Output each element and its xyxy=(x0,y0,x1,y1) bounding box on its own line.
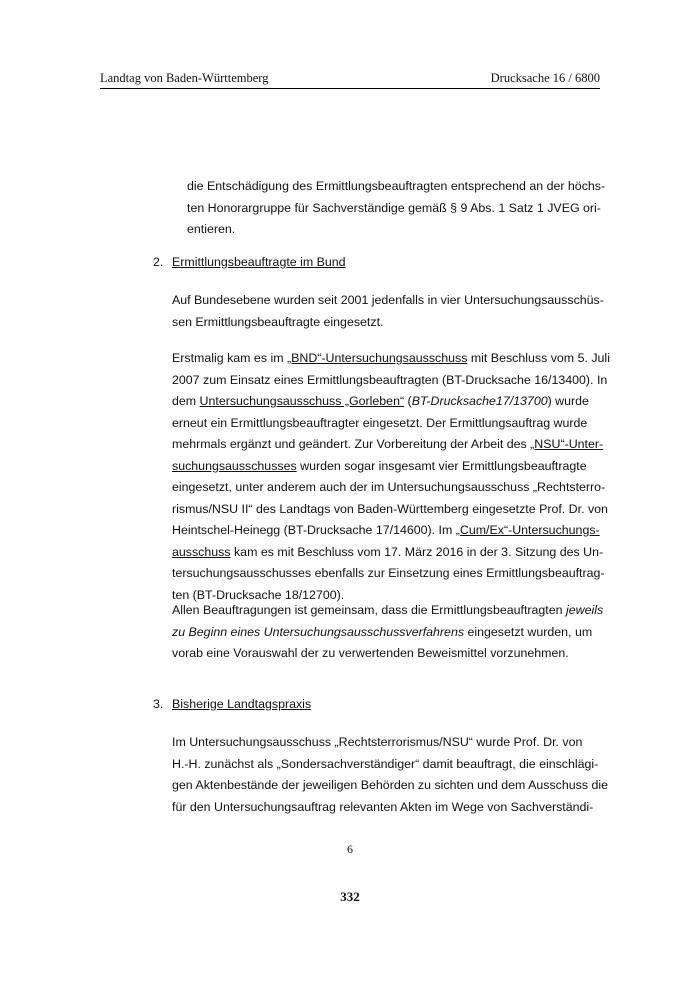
text-line: 2007 zum Einsatz eines Ermittlungsbeauftragten (BT-Drucksache 16/13400). In xyxy=(172,372,608,387)
paragraph-3 xyxy=(172,348,610,606)
text-line: ten Honorargruppe für Sachverständige gemäß § 9 Abs. 1 Satz 1 JVEG ori- xyxy=(187,200,601,215)
page-header xyxy=(100,71,600,89)
text-line: H.-H. zunächst als „Sondersachverständiger“ damit beauftragt, die einschlägi- xyxy=(172,756,599,771)
text-line: gen Aktenbestände der jeweiligen Behörden zu sichten und dem Ausschuss die xyxy=(172,778,609,792)
text-line: Erstmalig kam es im „BND“-Untersuchungsausschuss mit Beschluss vom 5. Juli xyxy=(172,351,610,365)
text-line: sen Ermittlungsbeauftragte eingesetzt. xyxy=(172,314,384,329)
text-line: entieren. xyxy=(187,222,236,236)
text-line: tersuchungsausschusses ebenfalls zur Einsetzung eines Ermittlungsbeauftrag- xyxy=(172,566,605,580)
inner-page-number: 6 xyxy=(347,842,353,856)
paragraph-1 xyxy=(187,176,606,241)
text-line: erneut ein Ermittlungsbeauftragter eingesetzt. Der Ermittlungsauftrag wurde xyxy=(172,415,588,430)
text-line: Heintschel-Heinegg (BT-Drucksache 17/14600). Im „Cum/Ex“-Untersuchungs- xyxy=(172,523,600,537)
section-title: Bisherige Landtagspraxis xyxy=(172,697,312,711)
header-left: Landtag von Baden-Württemberg xyxy=(100,71,269,85)
header-right: Drucksache 16 / 6800 xyxy=(490,71,600,85)
text-line: eingesetzt, unter anderem auch der im Untersuchungsausschuss „Rechtsterro- xyxy=(172,480,606,494)
text-line: suchungsausschusses wurden sogar insgesamt vier Ermittlungsbeauftragte xyxy=(172,458,587,473)
text-line: rismus/NSU II“ des Landtags von Baden-Württemberg eingesetzte Prof. Dr. von xyxy=(172,501,608,516)
text-line: die Entschädigung des Ermittlungsbeauftragten entsprechend an der höchs- xyxy=(187,179,606,193)
text-line: Allen Beauftragungen ist gemeinsam, dass die Ermittlungsbeauftragten jeweils xyxy=(172,603,604,617)
text-line: ausschuss kam es mit Beschluss vom 17. März 2016 in der 3. Sitzung des Un- xyxy=(172,544,604,559)
text-line: zu Beginn eines Untersuchungsausschussverfahrens eingesetzt wurden, um xyxy=(172,624,593,639)
section-heading-3 xyxy=(153,694,311,716)
text-line: ten (BT-Drucksache 18/12700). xyxy=(172,587,345,602)
section-number: 2. xyxy=(153,255,164,269)
text-line: Im Untersuchungsausschuss „Rechtsterrorismus/NSU“ wurde Prof. Dr. von xyxy=(172,735,583,749)
text-line: mehrmals ergänzt und geändert. Zur Vorbereitung der Arbeit des „NSU“-Unter- xyxy=(172,437,604,451)
paragraph-4 xyxy=(172,600,604,665)
text-line: vorab eine Vorauswahl der zu verwertenden Beweismittel vorzunehmen. xyxy=(172,646,569,660)
text-line: für den Untersuchungsauftrag relevanten Akten im Wege von Sachverständi- xyxy=(172,799,594,814)
paragraph-2 xyxy=(172,290,604,333)
text-line: dem Untersuchungsausschuss „Gorleben“ (BT-Drucksache17/13700) wurde xyxy=(172,394,589,408)
section-number: 3. xyxy=(153,697,164,711)
text-line: Auf Bundesebene wurden seit 2001 jedenfalls in vier Untersuchungsausschüs- xyxy=(172,293,604,307)
paragraph-5 xyxy=(172,732,609,818)
section-heading-2 xyxy=(153,252,346,274)
outer-page-number: 332 xyxy=(340,889,360,904)
section-title: Ermittlungsbeauftragte im Bund xyxy=(172,255,346,269)
